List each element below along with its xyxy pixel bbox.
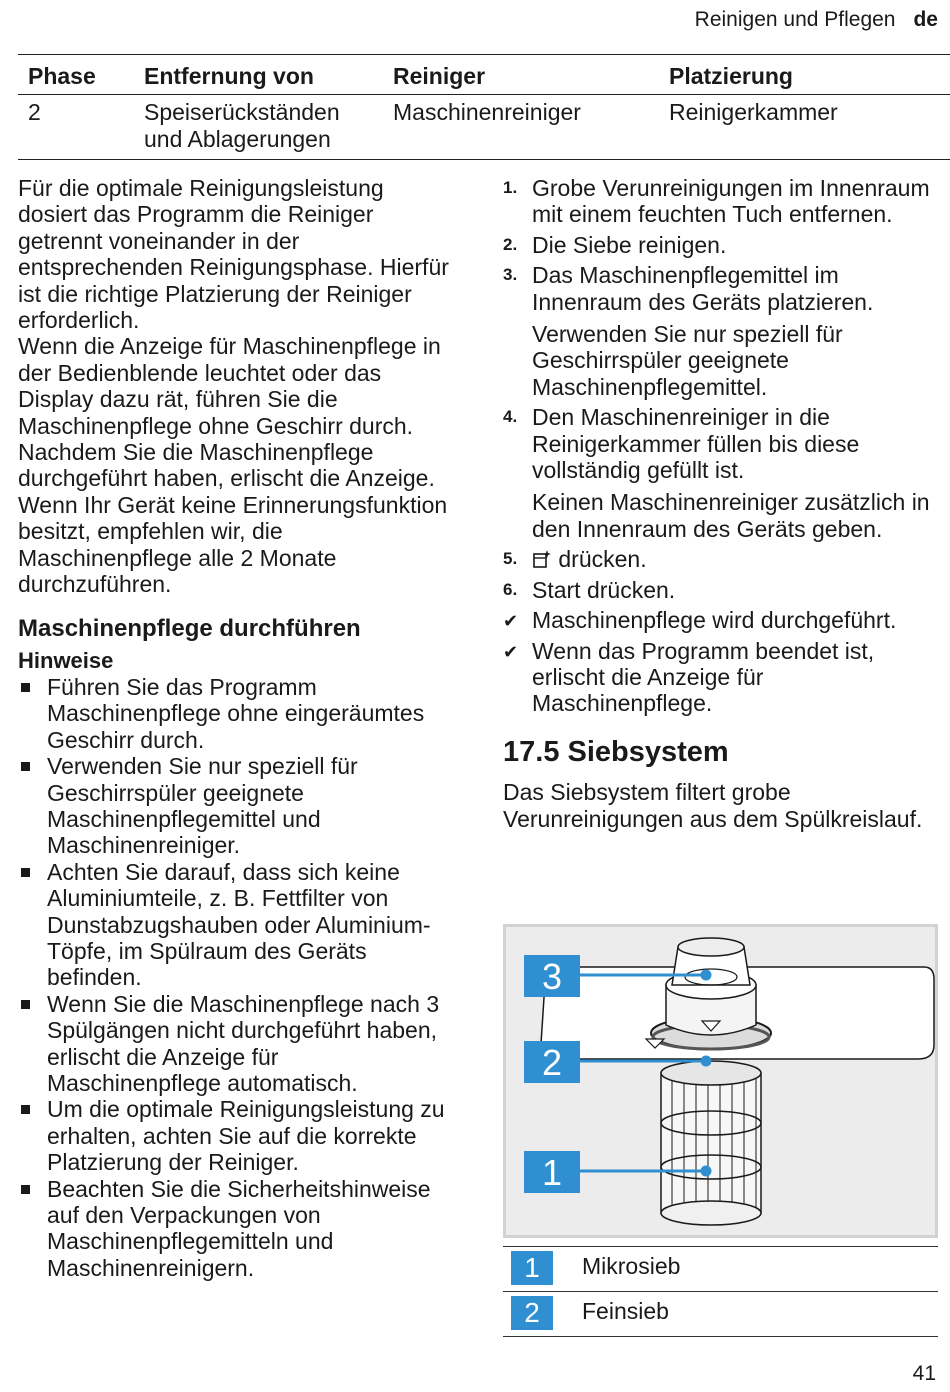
table-cell-phase: 2	[18, 95, 136, 160]
start-key-label: Start	[532, 576, 581, 603]
section-paragraph: Das Siebsystem filtert grobe Verunreinigungen aus dem Spülkreislauf.	[503, 779, 923, 832]
step-item: 2. Die Siebe reinigen.	[503, 231, 727, 258]
step-item: 1. Grobe Verunreinigungen im Innenraum mit einem feuchten Tuch entfernen.	[503, 175, 930, 228]
figure-legend	[503, 1246, 938, 1337]
callout-2: 2	[541, 1042, 563, 1083]
section-title: Reinigen und Pflegen	[694, 8, 896, 31]
table-cell-removal: Speiserückständen und Ablagerungen	[136, 95, 385, 160]
phase-table	[18, 58, 950, 160]
result-item: ✔ Wenn das Programm beendet ist, erlischt die Anzeige für Maschinenpflege.	[503, 637, 875, 717]
list-item: Beachten Sie die Sicherheitshinweise auf den Verpackungen von Maschinenpflegemitteln und Maschinenreinigern.	[18, 1176, 458, 1282]
table-cell-cleaner: Maschinenreiniger	[385, 95, 661, 160]
list-item: Führen Sie das Programm Maschinenpflege ohne eingeräumtes Geschirr durch.	[18, 674, 458, 753]
callout-1: 1	[541, 1152, 563, 1193]
list-item: Wenn Sie die Maschinenpflege nach 3 Spülgängen nicht durchgeführt haben, erlischt die Anzeige für Maschinenpflege automatisch.	[18, 991, 458, 1097]
table-header-cell: Reiniger	[385, 58, 661, 95]
step-item: 6. Start drücken.	[503, 576, 676, 603]
notes-heading: Hinweise	[18, 647, 114, 673]
section-heading: 17.5 Siebsystem	[503, 735, 729, 768]
table-header-cell: Phase	[18, 58, 136, 95]
table-cell-placement: Reinigerkammer	[661, 95, 950, 160]
legend-label: Feinsieb	[582, 1298, 669, 1324]
table-header-cell: Entfernung von	[136, 58, 385, 95]
step-item: 3. Das Maschinenpflegemittel im Innenraum des Geräts platzieren. Verwenden Sie nur speziell für Geschirrspüler geeignete Maschinenpflegemittel.	[503, 262, 943, 400]
legend-label: Mikrosieb	[582, 1253, 681, 1279]
legend-row	[503, 1246, 938, 1291]
legend-row	[503, 1291, 938, 1337]
list-item: Achten Sie darauf, dass sich keine Aluminiumteile, z. B. Fettfilter von Dunstabzugshauben oder Aluminium-Töpfe, im Spülraum des Geräts befinden.	[18, 859, 458, 991]
right-column	[503, 175, 943, 832]
table-header-cell: Platzierung	[661, 58, 950, 95]
checkmark-icon: ✔	[503, 611, 519, 632]
page-number: 41	[912, 1362, 936, 1385]
machine-care-icon	[532, 549, 552, 569]
step-note: Keinen Maschinenreiniger zusätzlich in den Innenraum des Geräts geben.	[532, 489, 930, 542]
step-item: 5. drücken.	[503, 546, 647, 573]
checkmark-icon: ✔	[503, 641, 519, 662]
notes-list	[18, 674, 458, 1281]
header-divider	[18, 54, 950, 55]
list-item: Verwenden Sie nur speziell für Geschirrspüler geeignete Maschinenpflegemittel und Maschinenreiniger.	[18, 753, 458, 859]
table-row	[18, 95, 950, 160]
list-item: Um die optimale Reinigungsleistung zu erhalten, achten Sie auf die korrekte Platzierung der Reiniger.	[18, 1096, 458, 1175]
steps-list	[503, 175, 943, 717]
intro-paragraph: Für die optimale Reinigungsleistung dosiert das Programm die Reiniger getrennt voneinander in der entsprechenden Reinigungsphase. Hierfür ist die richtige Platzierung der Reiniger erforderlich.	[18, 175, 449, 334]
table-header-row	[18, 58, 950, 95]
language-code: de	[913, 8, 938, 31]
result-item: ✔ Maschinenpflege wird durchgeführt.	[503, 607, 897, 634]
section-heading: Maschinenpflege durchführen	[18, 614, 361, 642]
filter-system-illustration	[503, 924, 938, 1238]
legend-number: 2	[511, 1296, 553, 1330]
legend-number: 1	[511, 1251, 553, 1285]
intro-paragraph: Wenn die Anzeige für Maschinenpflege in der Bedienblende leuchtet oder das Display dazu rät, führen Sie die Maschinenpflege ohne Geschirr durch. Nachdem Sie die Maschinenpflege durchgeführt haben, erlischt die Anzeige. Wenn Ihr Gerät keine Erinnerungsfunktion besitzt, empfehlen wir, die Maschinenpflege alle 2 Monate durchzuführen.	[18, 333, 448, 598]
left-column	[18, 175, 458, 1281]
step-note: Verwenden Sie nur speziell für Geschirrspüler geeignete Maschinenpflegemittel.	[532, 321, 843, 400]
step-item: 4. Den Maschinenreiniger in die Reinigerkammer füllen bis diese vollständig gefüllt ist. Keinen Maschinenreiniger zusätzlich in den Innenraum des Geräts geben.	[503, 404, 943, 542]
page-header	[695, 8, 938, 32]
callout-3: 3	[541, 956, 563, 997]
